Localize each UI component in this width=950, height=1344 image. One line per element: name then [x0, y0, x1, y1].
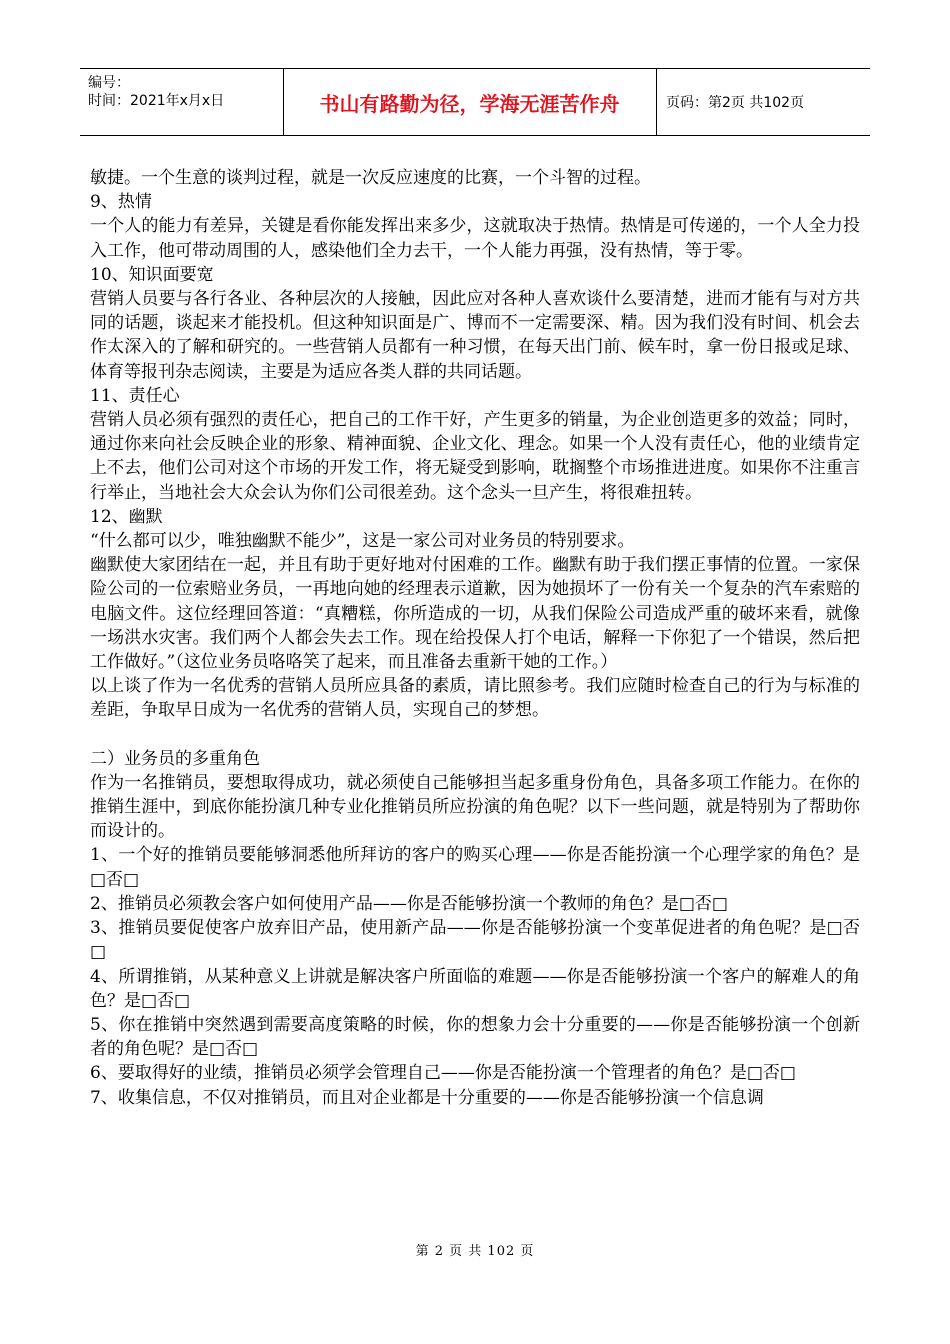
- section-heading: 9、热情: [90, 192, 152, 213]
- page-footer: 第 2 页 共 102 页: [415, 1244, 535, 1259]
- paragraph: 营销人员要与各行各业、各种层次的人接触，因此应对各种人喜欢谈什么要清楚，进而才能有与对方共同的话题，谈起来才能投机。但这种知识面是广、博而不一定需要深、精。因为我们没有时间、机会去作太深入的了解和研究的。一些营销人员都有一种习惯，在每天出门前、候车时，拿一份日报或足球、体育等报刊杂志阅读，主要是为适应各类人群的共同话题。: [90, 289, 860, 382]
- list-item: 6、要取得好的业绩，推销员必须学会管理自己——你是否能扮演一个管理者的角色？是□否□: [90, 1063, 796, 1084]
- list-item: 1、一个好的推销员要能够洞悉他所拜访的客户的购买心理——你是否能扮演一个心理学家的角色？是□否□: [90, 845, 860, 890]
- header-motto: 书山有路勤为径，学海无涯苦作舟: [319, 91, 620, 116]
- paragraph: 营销人员必须有强烈的责任心，把自己的工作干好，产生更多的销量，为企业创造更多的效益；同时，通过你来向社会反映企业的形象、精神面貌、企业文化、理念。如果一个人没有责任心，他的业绩肯定上不去，他们公司对这个市场的开发工作，将无疑受到影响，耽搁整个市场推进进度。如果你不注重言行举止，当地社会大众会认为你们公司很差劲。这个念头一旦产生，将很难扭转。: [90, 410, 860, 503]
- paragraph: 敏捷。一个生意的谈判过程，就是一次反应速度的比赛，一个斗智的过程。: [90, 168, 651, 188]
- paragraph: 以上谈了作为一名优秀的营销人员所应具备的素质，请比照参考。我们应随时检查自己的行为与标准的差距，争取早日成为一名优秀的营销人员，实现自己的梦想。: [90, 676, 860, 721]
- list-item: 7、收集信息，不仅对推销员，而且对企业都是十分重要的——你是否能够扮演一个信息调: [90, 1087, 764, 1108]
- paragraph: 幽默使大家团结在一起，并且有助于更好地对付困难的工作。幽默有助于我们摆正事情的位置。一家保险公司的一位索赔业务员，一再地向她的经理表示道歉，因为她损坏了一份有关一个复杂的汽车索赔的电脑文件。这位经理回答道：“真糟糕，你所造成的一切，从我们保险公司造成严重的破坏来看，就像一场洪水灾害。我们两个人都会失去工作。现在给投保人打个电话，解释一下你犯了一个错误，然后把工作做好。”（这位业务员咯咯笑了起来，而且准备去重新干她的工作。）: [90, 555, 860, 673]
- section-heading: 10、知识面要宽: [90, 264, 214, 285]
- section-heading: 12、幽默: [90, 506, 163, 527]
- spacer: [90, 723, 860, 747]
- header-page-info: 页码：第2页 共102页: [666, 95, 805, 111]
- list-item: 5、你在推销中突然遇到需要高度策略的时候，你的想象力会十分重要的——你是否能够扮演一个创新者的角色呢？是□否□: [90, 1014, 860, 1060]
- section-heading: 11、责任心: [90, 385, 180, 406]
- list-item: 3、推销员要促使客户放弃旧产品，使用新产品——你是否能够扮演一个变革促进者的角色呢？是□否□: [90, 918, 860, 963]
- serial-label: 编号：: [88, 75, 130, 91]
- date-label: 时间：2021年x月x日: [88, 93, 225, 109]
- list-item: 2、推销员必须教会客户如何使用产品——你是否能够扮演一个教师的角色？是□否□: [90, 893, 728, 914]
- list-item: 4、所谓推销，从某种意义上讲就是解决客户所面临的难题——你是否能够扮演一个客户的解难人的角色？是□否□: [90, 966, 860, 1011]
- document-body: [90, 166, 860, 1110]
- header-divider: [656, 69, 657, 135]
- header-meta: [88, 74, 283, 110]
- paragraph: “什么都可以少，唯独幽默不能少”，这是一家公司对业务员的特别要求。: [90, 531, 635, 552]
- page-header: [80, 68, 870, 136]
- paragraph: 作为一名推销员，要想取得成功，就必须使自己能够担当起多重身份角色，具备多项工作能力。在你的推销生涯中，到底你能扮演几种专业化推销员所应扮演的角色呢？以下一些问题，就是特别为了帮助你而设计的。: [90, 772, 860, 842]
- section-heading: 二）业务员的多重角色: [90, 748, 260, 769]
- paragraph: 一个人的能力有差异，关键是看你能发挥出来多少，这就取决于热情。热情是可传递的，一个人全力投入工作，他可带动周围的人，感染他们全力去干，一个人能力再强，没有热情，等于零。: [90, 216, 860, 261]
